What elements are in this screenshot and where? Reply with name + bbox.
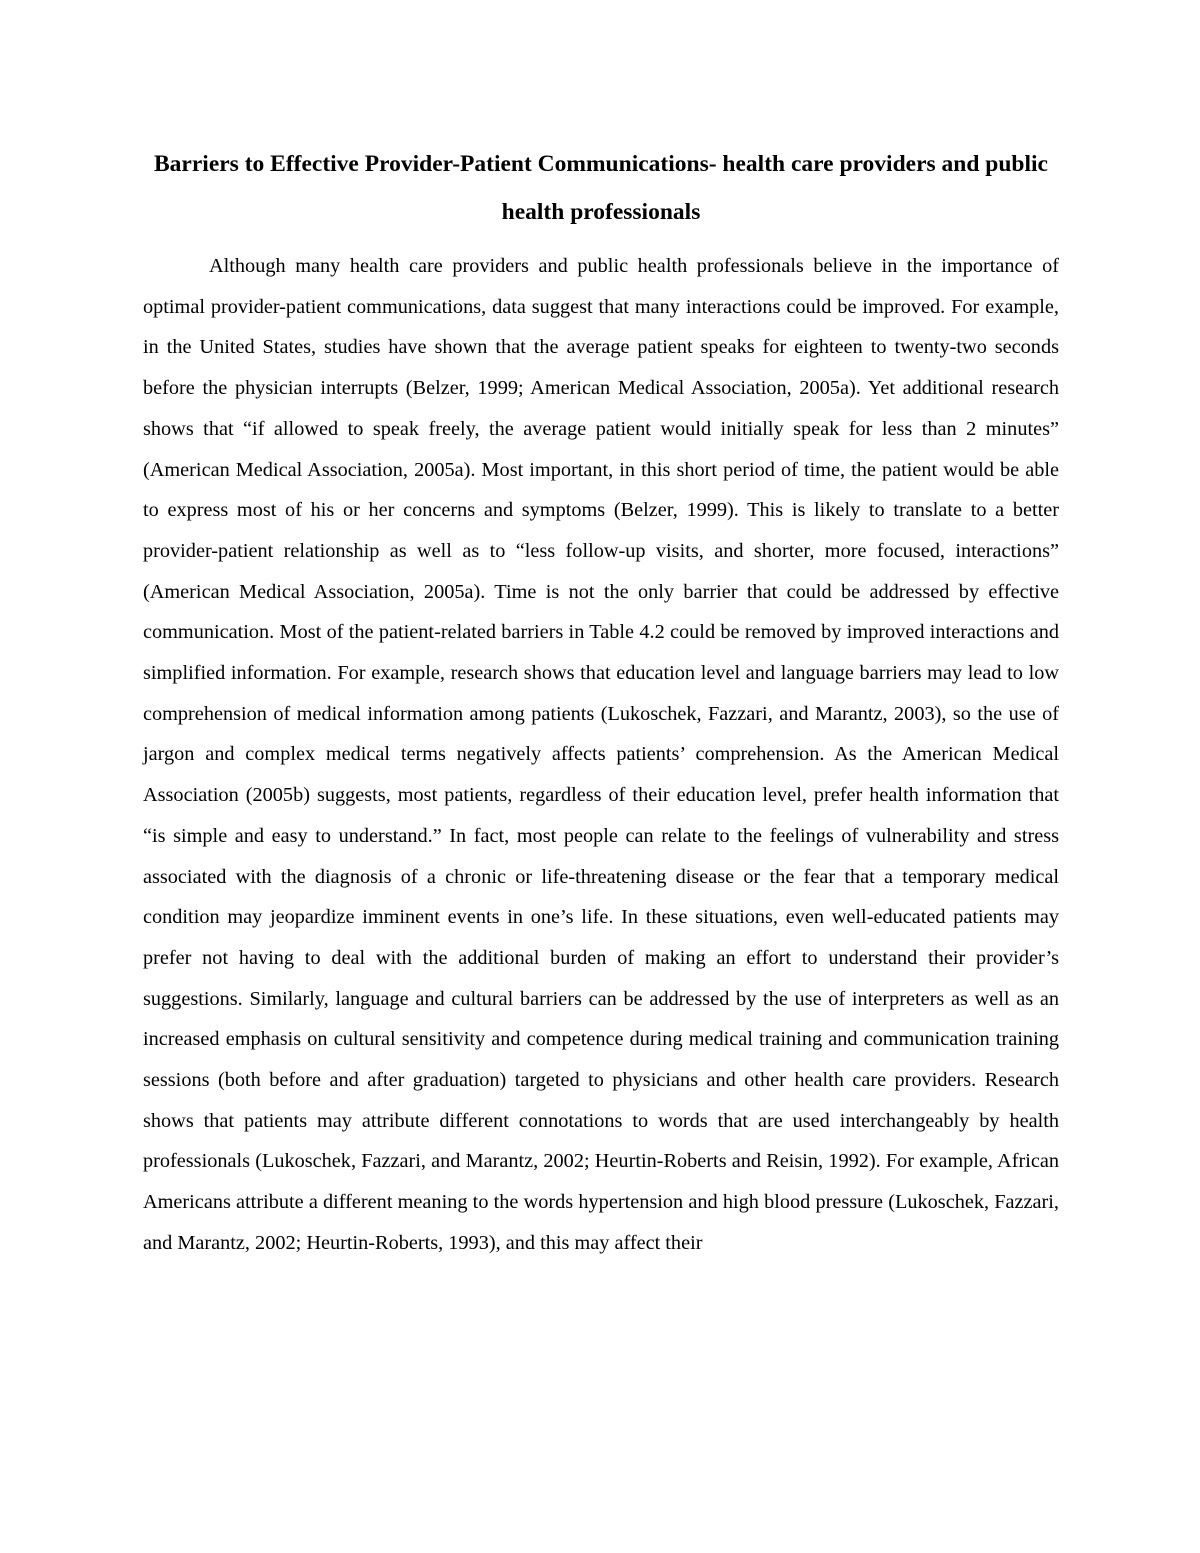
document-title: Barriers to Effective Provider-Patient Communications- health care providers and public health professionals: [154, 151, 1048, 225]
body-paragraph: Although many health care providers and public health professionals believe in the importance of optimal provider-patient communications, data suggest that many interactions could be improved. For example, in the United States, studies have shown that the average patient speaks for eighteen to twenty-two seconds before the physician interrupts (Belzer, 1999; American Medical Association, 2005a). Yet additional research shows that “if allowed to speak freely, the average patient would initially speak for less than 2 minutes” (American Medical Association, 2005a). Most important, in this short period of time, the patient would be able to express most of his or her concerns and symptoms (Belzer, 1999). This is likely to translate to a better provider-patient relationship as well as to “less follow-up visits, and shorter, more focused, interactions” (American Medical Association, 2005a). Time is not the only barrier that could be addressed by effective communication. Most of the patient-related barriers in Table 4.2 could be removed by improved interactions and simplified information. For example, research shows that education level and language barriers may lead to low comprehension of medical information among patients (Lukoschek, Fazzari, and Marantz, 2003), so the use of jargon and complex medical terms negatively affects patients’ comprehension. As the American Medical Association (2005b) suggests, most patients, regardless of their education level, prefer health information that “is simple and easy to understand.” In fact, most people can relate to the feelings of vulnerability and stress associated with the diagnosis of a chronic or life-threatening disease or the fear that a temporary medical condition may jeopardize imminent events in one’s life. In these situations, even well-educated patients may prefer not having to deal with the additional burden of making an effort to understand their provider’s suggestions. Similarly, language and cultural barriers can be addressed by the use of interpreters as well as an increased emphasis on cultural sensitivity and competence during medical training and communication training sessions (both before and after graduation) targeted to physicians and other health care providers. Research shows that patients may attribute different connotations to words that are used interchangeably by health professionals (Lukoschek, Fazzari, and Marantz, 2002; Heurtin-Roberts and Reisin, 1992). For example, African Americans attribute a different meaning to the words hypertension and high blood pressure (Lukoschek, Fazzari, and Marantz, 2002; Heurtin-Roberts, 1993), and this may affect their: [143, 255, 1059, 1254]
